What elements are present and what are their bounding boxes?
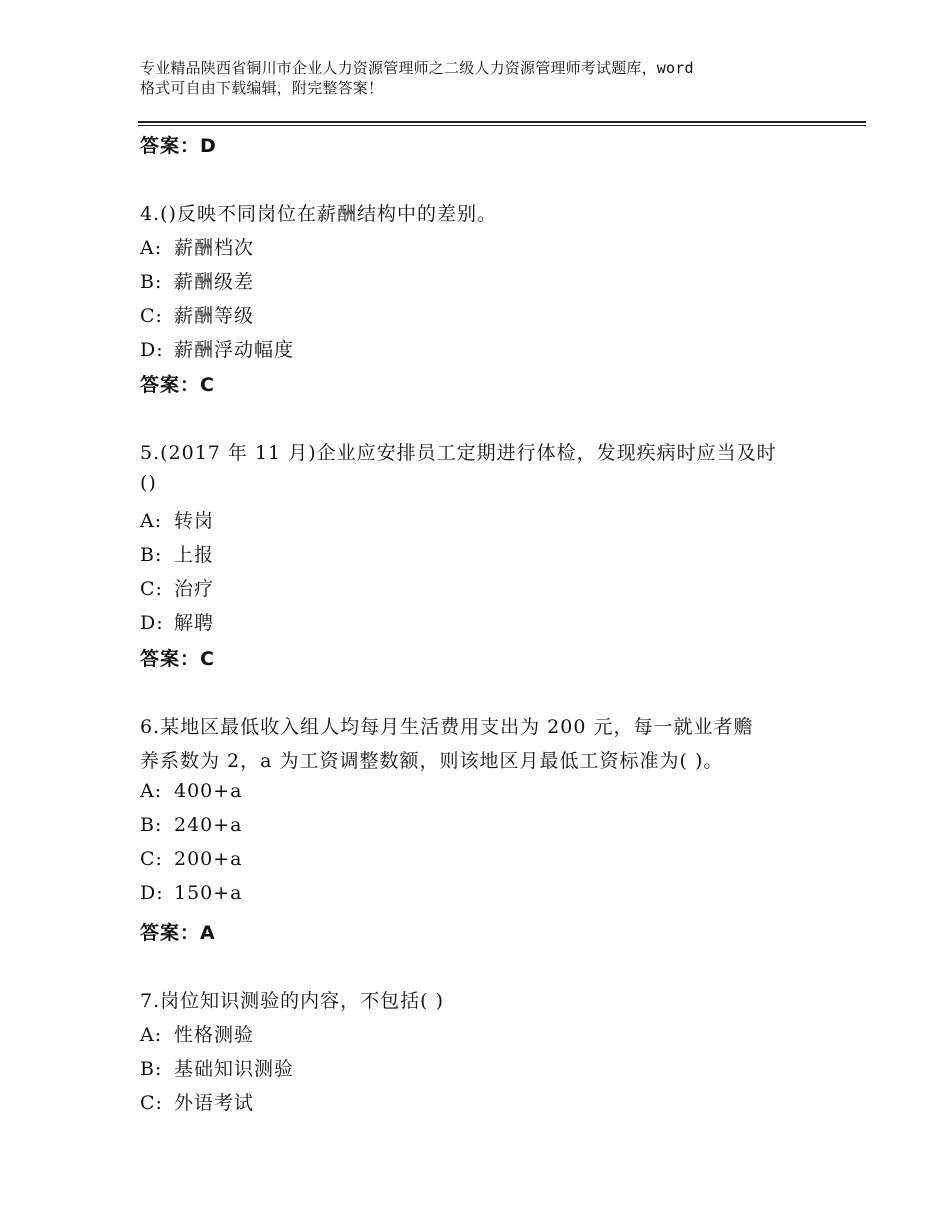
question-7-stem: 7.岗位知识测验的内容，不包括( ) xyxy=(140,990,444,1012)
option-label: C: xyxy=(140,1092,163,1114)
question-5-answer: 答案：C xyxy=(140,648,215,670)
option-label: C: xyxy=(140,578,163,600)
question-4-option-b xyxy=(140,267,254,294)
question-4-option-c xyxy=(140,301,254,328)
option-text: 400+a xyxy=(174,780,243,802)
option-text: 转岗 xyxy=(174,510,215,532)
question-7-option-b xyxy=(140,1054,294,1081)
question-6-answer: 答案：A xyxy=(140,922,216,944)
question-5-option-b xyxy=(140,540,214,567)
question-7-option-a xyxy=(140,1020,254,1047)
header-rule-thin xyxy=(138,125,866,126)
option-text: 240+a xyxy=(174,814,243,836)
option-label: B: xyxy=(140,1058,163,1080)
option-label: D: xyxy=(140,339,164,361)
option-label: B: xyxy=(140,814,163,836)
option-label: D: xyxy=(140,882,164,904)
question-6-stem: 6.某地区最低收入组人均每月生活费用支出为 200 元，每一就业者赡 xyxy=(140,716,754,738)
option-text: 解聘 xyxy=(174,612,215,634)
question-4-answer: 答案：C xyxy=(140,374,215,396)
question-5-option-c xyxy=(140,574,214,601)
question-5-stem-cont: () xyxy=(140,472,157,494)
option-label: D: xyxy=(140,612,164,634)
question-4-option-d xyxy=(140,335,294,362)
option-label: C: xyxy=(140,305,163,327)
option-text: 外语考试 xyxy=(174,1092,255,1114)
option-label: A: xyxy=(140,510,163,532)
header-line-2: 格式可自由下载编辑，附完整答案！ xyxy=(140,79,384,97)
option-text: 150+a xyxy=(174,882,243,904)
question-5-stem: 5.(2017 年 11 月)企业应安排员工定期进行体检，发现疾病时应当及时 xyxy=(140,442,777,464)
option-label: A: xyxy=(140,1024,163,1046)
question-6-option-d xyxy=(140,882,243,904)
question-5-option-a xyxy=(140,506,214,533)
question-6-option-c xyxy=(140,848,243,870)
option-text: 200+a xyxy=(174,848,243,870)
option-label: A: xyxy=(140,237,163,259)
option-text: 上报 xyxy=(174,544,215,566)
option-text: 薪酬级差 xyxy=(174,271,255,293)
option-label: C: xyxy=(140,848,163,870)
question-5-option-d xyxy=(140,608,214,635)
question-7-option-c xyxy=(140,1088,254,1115)
question-6-option-b xyxy=(140,814,243,836)
option-text: 薪酬档次 xyxy=(174,237,255,259)
option-text: 薪酬浮动幅度 xyxy=(174,339,295,361)
option-text: 基础知识测验 xyxy=(174,1058,295,1080)
header-line-1: 专业精品陕西省铜川市企业人力资源管理师之二级人力资源管理师考试题库，word xyxy=(140,59,694,77)
question-4-option-a xyxy=(140,233,254,260)
question-4-stem: 4.()反映不同岗位在薪酬结构中的差别。 xyxy=(140,203,497,225)
header-rule-thick xyxy=(138,121,866,123)
question-6-stem-cont: 养系数为 2，a 为工资调整数额，则该地区月最低工资标准为( )。 xyxy=(140,750,724,772)
option-text: 性格测验 xyxy=(174,1024,255,1046)
document-header xyxy=(140,58,830,98)
option-label: B: xyxy=(140,544,163,566)
answer-previous: 答案：D xyxy=(140,135,217,157)
option-text: 治疗 xyxy=(174,578,215,600)
option-label: B: xyxy=(140,271,163,293)
option-text: 薪酬等级 xyxy=(174,305,255,327)
question-6-option-a xyxy=(140,780,243,802)
option-label: A: xyxy=(140,780,163,802)
